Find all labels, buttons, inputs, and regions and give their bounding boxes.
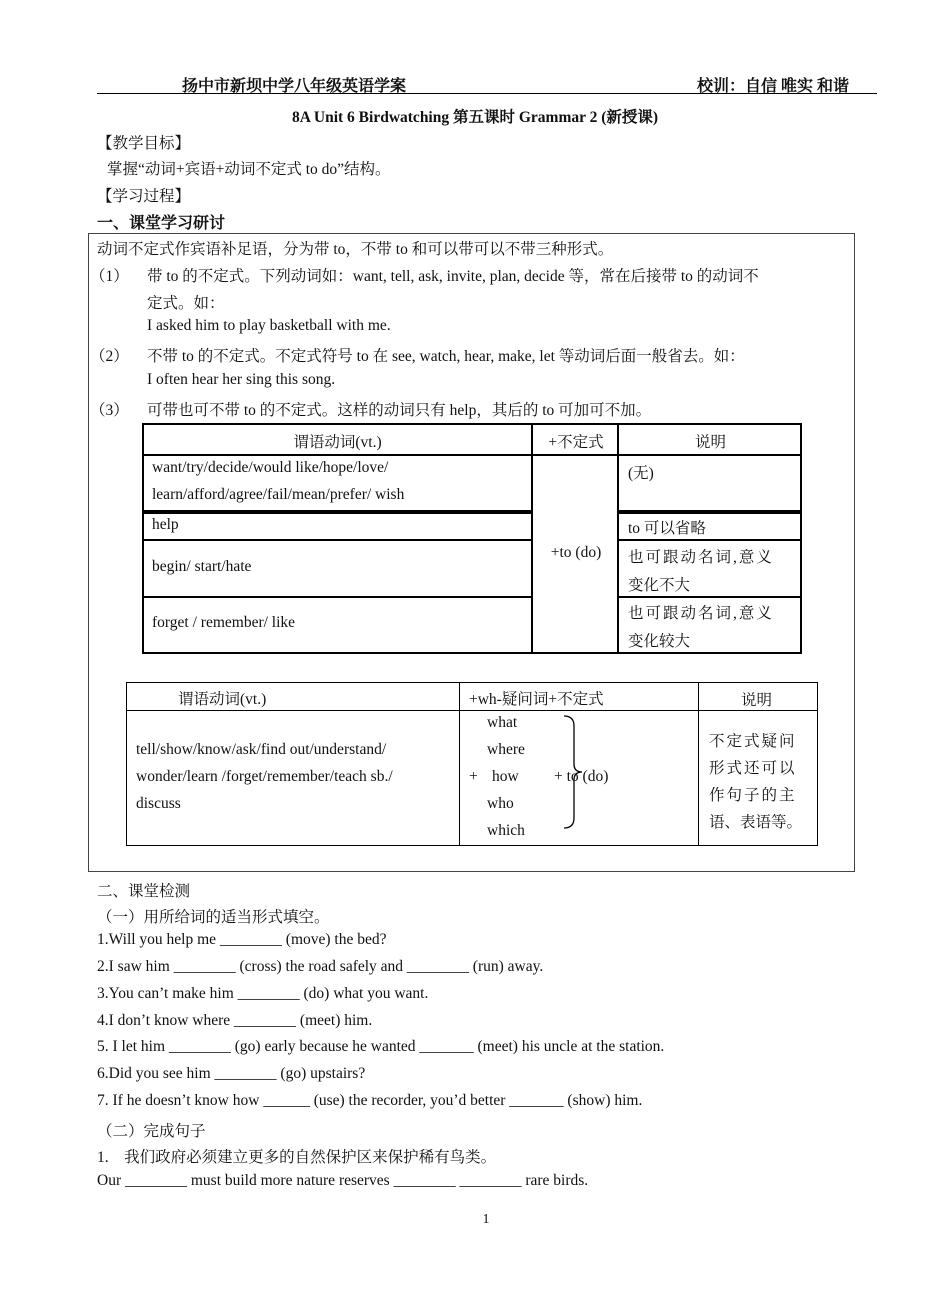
point-2-number: （2） — [90, 348, 129, 365]
table2-note-line-3: 作句子的主 — [709, 787, 797, 804]
table2-header-verb: 谓语动词(vt.) — [178, 691, 267, 708]
table1-header-note: 说明 — [694, 434, 726, 451]
point-1-line-2: 定式。如： — [147, 295, 225, 312]
wh-word-which: which — [487, 822, 525, 839]
table1-row-2-verbs: help — [152, 516, 179, 533]
question-4: 4.I don’t know where ________ (meet) him. — [97, 1012, 373, 1029]
table2-verbs-line-1: tell/show/know/ask/find out/understand/ — [136, 741, 387, 758]
sentence-1-chinese: 1. 我们政府必须建立更多的自然保护区来保护稀有鸟类。 — [97, 1149, 497, 1166]
table1-header-inf: +不定式 — [548, 434, 604, 451]
table2-top-border — [126, 682, 818, 683]
table2-verbs-line-2: wonder/learn /forget/remember/teach sb./ — [136, 768, 393, 785]
table1-row-3-note-line-2: 变化不大 — [628, 577, 691, 594]
part1-heading: （一）用所给词的适当形式填空。 — [97, 909, 330, 926]
process-heading: 【学习过程】 — [97, 188, 191, 205]
table1-row-2-verb-cell — [142, 512, 533, 541]
wh-word-where: where — [487, 741, 525, 758]
table2-bottom-border — [126, 845, 818, 846]
table2-header-note: 说明 — [741, 692, 773, 709]
header-rule — [97, 93, 877, 94]
table1-row-3-note-line-1: 也可跟动名词,意义 — [628, 549, 774, 566]
table2-header-wh: +wh-疑问词+不定式 — [469, 691, 604, 708]
table2-note-line-4: 语、表语等。 — [709, 814, 803, 831]
table1-row-4-note-line-1: 也可跟动名词,意义 — [628, 605, 774, 622]
section1-intro: 动词不定式作宾语补足语，分为带 to，不带 to 和可以带可以不带三种形式。 — [97, 241, 614, 258]
section1-heading: 一、课堂学习研讨 — [97, 215, 226, 232]
question-3: 3.You can’t make him ________ (do) what you want. — [97, 985, 429, 1002]
objectives-text: 掌握“动词+宾语+动词不定式 to do”结构。 — [107, 161, 391, 178]
point-2-example: I often hear her sing this song. — [147, 371, 336, 388]
lesson-title: 8A Unit 6 Birdwatching 第五课时 Grammar 2 (新授课) — [291, 109, 659, 126]
table2-verbs-line-3: discuss — [136, 795, 181, 812]
table2-right-border — [817, 682, 818, 846]
sentence-1-english: Our ________ must build more nature reserves ________ ________ rare birds. — [97, 1172, 589, 1189]
table1-row-4-verbs: forget / remember/ like — [152, 614, 296, 631]
part2-heading: （二）完成句子 — [97, 1123, 206, 1140]
question-5: 5. I let him ________ (go) early because he wanted _______ (meet) his uncle at the station. — [97, 1038, 665, 1055]
table2-note-line-1: 不定式疑问 — [709, 733, 797, 750]
table1-row-3-verbs: begin/ start/hate — [152, 558, 252, 575]
table2-note-line-2: 形式还可以 — [709, 760, 797, 777]
question-7: 7. If he doesn’t know how ______ (use) the recorder, you’d better _______ (show) him. — [97, 1092, 643, 1109]
page-number: 1 — [482, 1212, 490, 1227]
table1-row-1-verbs-line-1: want/try/decide/would like/hope/love/ — [152, 459, 389, 476]
wh-word-who: who — [487, 795, 514, 812]
point-2-line-1: 不带 to 的不定式。不定式符号 to 在 see, watch, hear, make, let 等动词后面一般省去。如： — [147, 348, 745, 365]
table2-plus: + — [469, 768, 478, 785]
table1-row-2-note: to 可以省略 — [628, 520, 706, 537]
section2-heading: 二、课堂检测 — [97, 883, 191, 900]
table1-row-1-verbs-line-2: learn/afford/agree/fail/mean/prefer/ wish — [152, 486, 405, 503]
school-name: 扬中市新坝中学八年级英语学案 — [182, 78, 407, 95]
table1-infinitive: +to (do) — [550, 544, 602, 561]
question-1: 1.Will you help me ________ (move) the bed? — [97, 931, 387, 948]
school-motto: 校训：自信 唯实 和谐 — [697, 78, 850, 95]
table2-divider-1 — [459, 682, 460, 846]
table2-to-do: + to (do) — [554, 768, 609, 785]
point-1-line-1: 带 to 的不定式。下列动词如：want, tell, ask, invite, plan, decide 等，常在后接带 to 的动词不 — [147, 268, 759, 285]
table2-header-border — [126, 710, 818, 711]
point-3-number: （3） — [90, 402, 129, 419]
point-1-example: I asked him to play basketball with me. — [147, 317, 391, 334]
question-6: 6.Did you see him ________ (go) upstairs? — [97, 1065, 366, 1082]
point-3-line-1: 可带也可不带 to 的不定式。这样的动词只有 help，其后的 to 可加可不加。 — [147, 402, 652, 419]
point-1-number: （1） — [90, 268, 129, 285]
question-2: 2.I saw him ________ (cross) the road safely and ________ (run) away. — [97, 958, 544, 975]
table1-row-4-note-line-2: 变化较大 — [628, 633, 691, 650]
table1-header-verb: 谓语动词(vt.) — [293, 434, 382, 451]
table2-left-border — [126, 682, 127, 846]
table1-row-1-note: (无) — [628, 465, 654, 482]
wh-word-how: how — [492, 768, 519, 785]
objectives-heading: 【教学目标】 — [97, 135, 191, 152]
wh-word-what: what — [487, 714, 518, 731]
table2-divider-2 — [698, 682, 699, 846]
